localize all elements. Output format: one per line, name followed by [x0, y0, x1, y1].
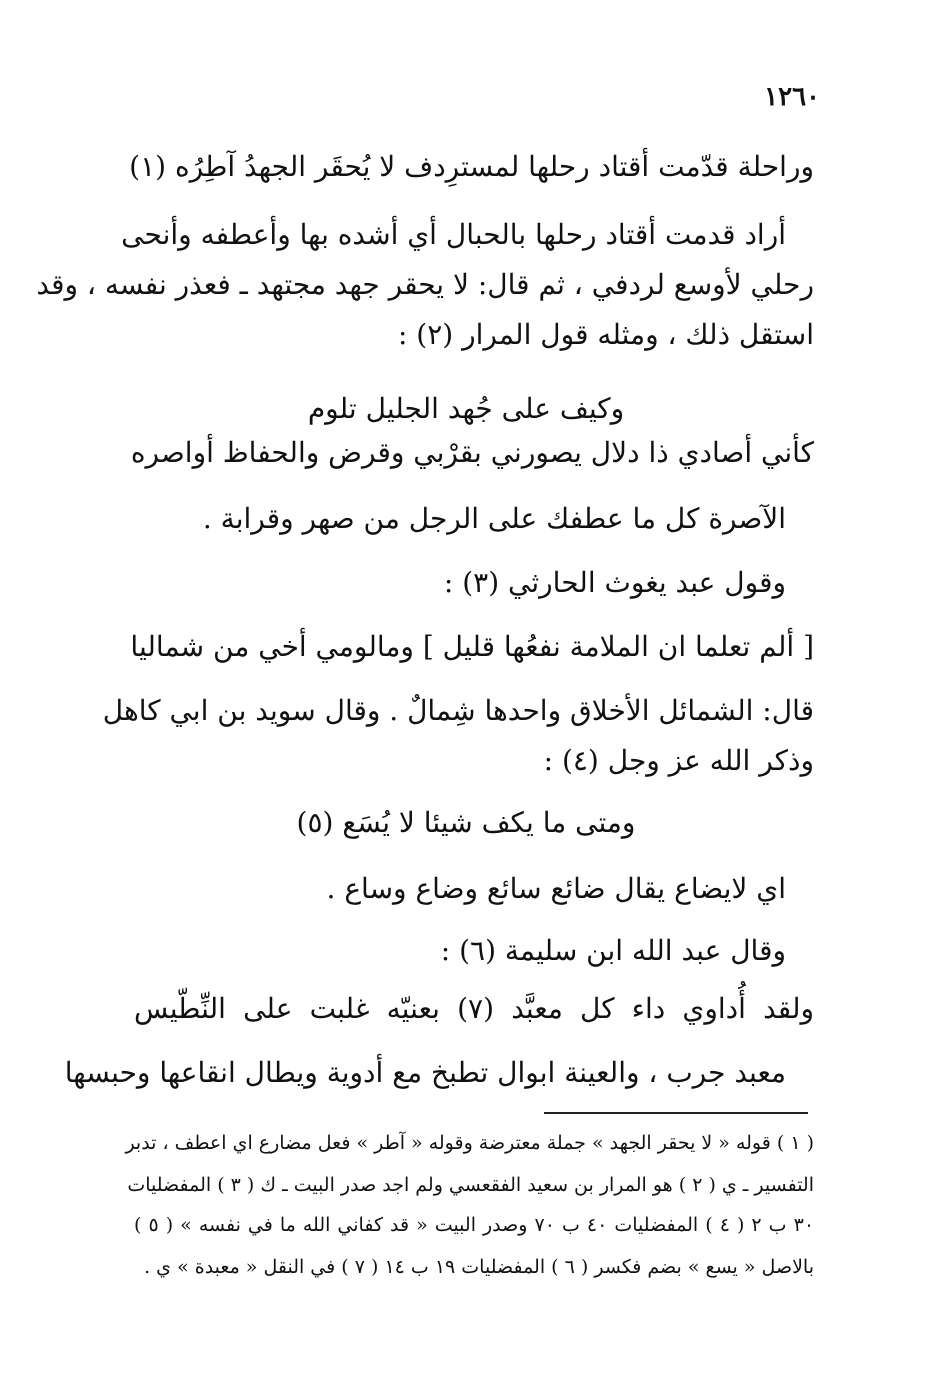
body-line: اي لايضاع يقال ضائع سائع وضاع وساع . — [326, 872, 786, 905]
footnote-line: ٣٠ ب ٢ ( ٤ ) المفضليات ٤٠ ب ٧٠ وصدر البيت « قد كفاني الله ما في نفسه » ( ٥ ) — [134, 1214, 815, 1236]
body-line: الآصرة كل ما عطفك على الرجل من صهر وقرابة . — [202, 502, 786, 535]
body-line: قال: الشمائل الأخلاق واحدها شِمالٌ . وقال سويد بن ابي كاهل — [102, 694, 814, 727]
footnote-divider — [544, 1112, 808, 1114]
body-line: استقل ذلك ، ومثله قول المرار (٢) : — [397, 318, 814, 351]
footnote-line: بالاصل « يسع » بضم فكسر ( ٦ ) المفضليات ١٩ ب ١٤ ( ٧ ) في النقل « معبدة » ي . — [144, 1256, 814, 1278]
body-line: وقال عبد الله ابن سليمة (٦) : — [440, 934, 786, 967]
verse-line: ومتى ما يكف شيئا لا يُسَع (٥) — [296, 806, 636, 839]
footnote-line: التفسير ـ ي ( ٢ ) هو المرار بن سعيد الفقعسي ولم اجد صدر البيت ـ ك ( ٣ ) المفضليات — [127, 1174, 814, 1196]
verse-line: وراحلة قدّمت أقتاد رحلها لمسترِدف لا يُحقَر الجهدُ آطِرُه (١) — [129, 150, 814, 183]
body-line: أراد قدمت أقتاد رحلها بالحبال أي أشده بها وأعطفه وأنحى — [121, 218, 786, 251]
body-line: معبد جرب ، والعينة ابوال تطبخ مع أدوية ويطال انقاعها وحبسها — [64, 1056, 786, 1089]
verse-line: [ ألم تعلما ان الملامة نفعُها قليل ] ومالومي أخي من شماليا — [130, 630, 814, 663]
body-line: وذكر الله عز وجل (٤) : — [543, 744, 814, 777]
body-line: رحلي لأوسع لردفي ، ثم قال: لا يحقر جهد مجتهد ـ فعذر نفسه ، وقد — [36, 268, 814, 301]
verse-line: كأني أصادي ذا دلال يصورني بقرْبي وقرض والحفاظ أواصره — [130, 436, 814, 469]
page-number: ١٢٦٠ — [764, 82, 820, 112]
footnote-line: ( ١ ) قوله « لا يحقر الجهد » جملة معترضة وقوله « آطر » فعل مضارع اي اعطف ، تدبر — [125, 1132, 814, 1154]
verse-line: وكيف على جُهد الجليل تلوم — [307, 392, 625, 425]
body-line: وقول عبد يغوث الحارثي (٣) : — [443, 566, 786, 599]
verse-line: ولقد أُداوي داء كل معبَّد (٧) بعنيّه غلبت على النِّطّيس — [134, 992, 815, 1025]
